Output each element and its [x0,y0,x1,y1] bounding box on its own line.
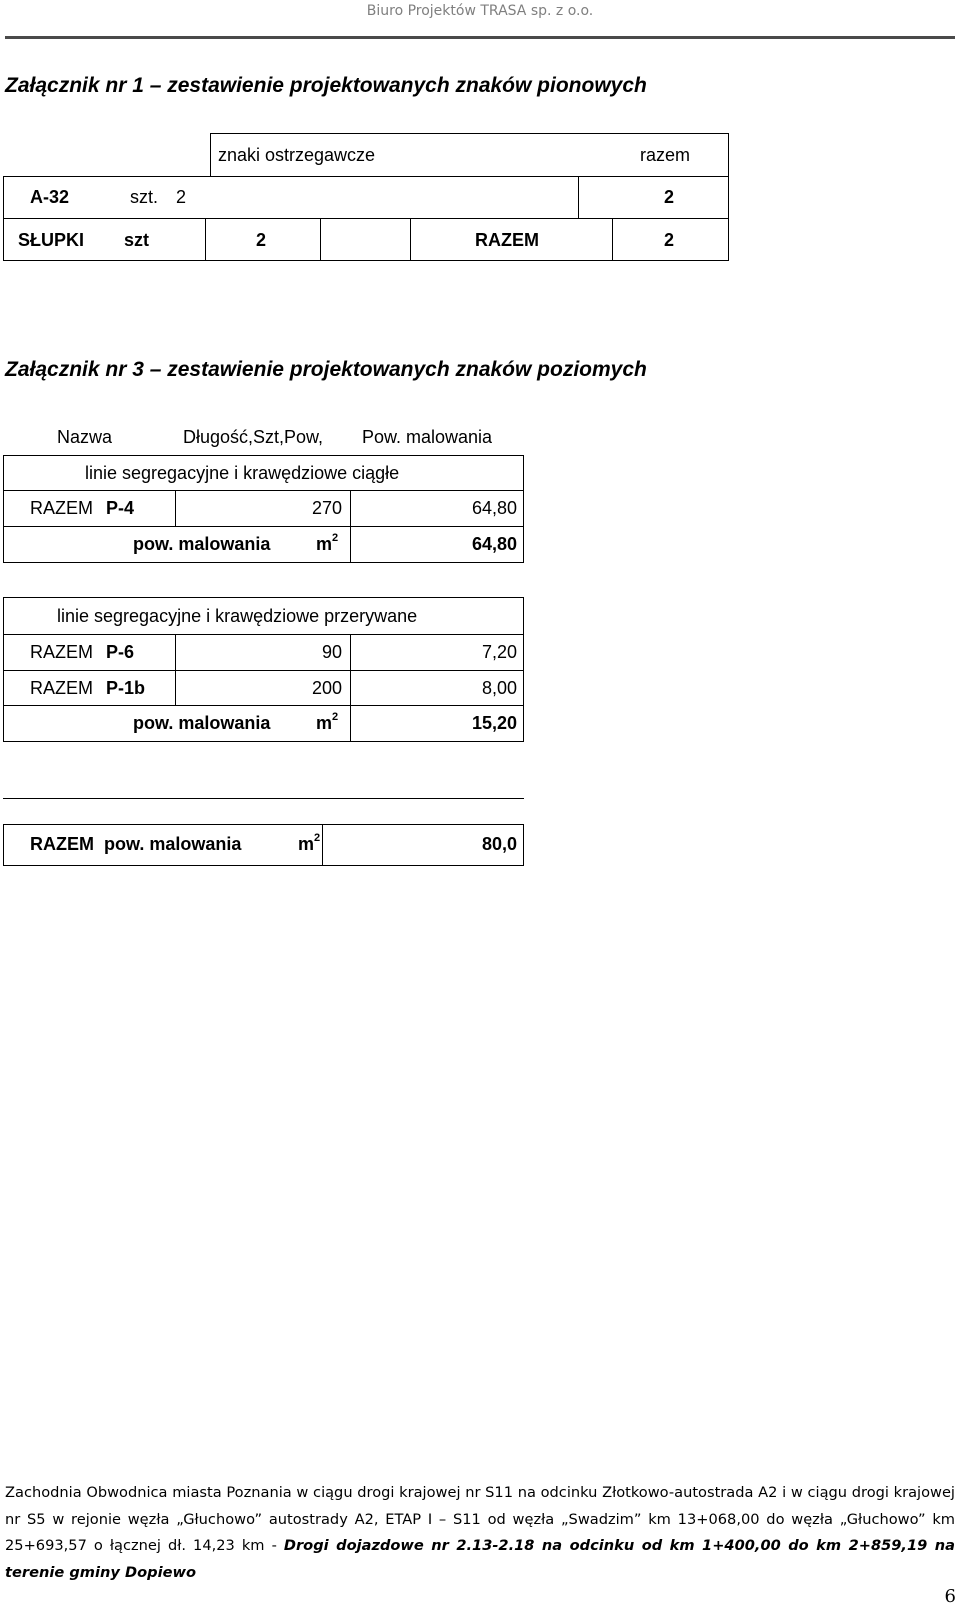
group1-label: linie segregacyjne i krawędziowe ciągłe [85,463,400,483]
cell-divider [320,218,321,260]
sign-code: A-32 [30,187,70,207]
table-row-posts [3,218,729,261]
subtotal-unit: $m^2$ [316,532,339,554]
cell-divider [350,705,351,741]
sign-total: 2 [664,187,675,207]
subtotal-value: 64,80 [471,534,517,554]
row-area: 7,20 [481,642,517,662]
row-area: 64,80 [471,498,517,518]
section3-title: Załącznik nr 3 – zestawienie projektowanych znaków poziomych [5,358,647,381]
document-footer [5,1480,955,1586]
subtotal-label: pow. malowania [133,534,271,554]
posts-label: SŁUPKI [18,230,85,250]
sign-unit: szt. [130,187,159,207]
cell-divider [175,634,176,670]
grand-total-unit: $m^2$ [298,832,321,854]
cell-divider [205,218,206,260]
sign-qty: 2 [176,187,187,207]
posts-razem-label: RAZEM [475,230,539,250]
row-length: 270 [311,498,342,518]
subtotal-value: 15,20 [471,713,517,733]
row-prefix: RAZEM [30,642,93,662]
posts-total: 2 [664,230,675,250]
footer-project-text: Zachodnia Obwodnica miasta Poznania w ciągu drogi krajowej nr S11 na odcinku Złotkowo-autostrada A2 i w ciągu drogi krajowej nr S5 w rejonie węzła „Głuchowo” autostrady A2, ETAP I – S11 od węzła „Swadzim” km 13+068,00 do węzła „Głuchowo” km 25+693,57 o łącznej dł. 14,23 km - [5,1484,955,1554]
grand-total-label: RAZEM pow. malowania [30,834,242,854]
posts-qty: 2 [256,230,267,250]
separator-line [3,798,524,799]
cell-divider [175,490,176,526]
footer-scope-text: Drogi dojazdowe nr 2.13-2.18 na odcinku od km 1+400,00 do km 2+859,19 na terenie gminy Dopiewo [5,1537,955,1581]
page-number: 6 [944,1586,956,1607]
subtotal-label: pow. malowania [133,713,271,733]
cell-divider [350,490,351,526]
cell-divider [175,670,176,705]
cell-divider [578,176,579,218]
col-heading-area: Pow. malowania [362,427,493,447]
col-heading-name: Nazwa [57,427,113,447]
row-length: 200 [311,678,342,698]
col-heading-razem: razem [640,145,691,165]
cell-divider [322,824,323,865]
cell-divider [350,634,351,670]
cell-divider [410,218,411,260]
document-header: Biuro Projektów TRASA sp. z o.o. [366,3,594,19]
cell-divider [350,526,351,562]
row-code: P-4 [106,498,135,518]
col-heading-length: Długość,Szt,Pow, [183,427,324,447]
col-heading-warning-signs: znaki ostrzegawcze [218,145,376,165]
posts-unit: szt [124,230,150,250]
grand-total-value: 80,0 [481,834,517,854]
cell-divider [612,218,613,260]
section1-title: Załącznik nr 1 – zestawienie projektowanych znaków pionowych [5,74,647,97]
cell-divider [350,670,351,705]
subtotal-unit: $m^2$ [316,711,339,733]
header-rule [5,36,955,39]
row-code: P-1b [106,678,146,698]
row-area: 8,00 [481,678,517,698]
row-prefix: RAZEM [30,498,93,518]
group2-label: linie segregacyjne i krawędziowe przerywane [57,606,418,626]
table-row-sign [3,176,729,219]
row-code: P-6 [106,642,135,662]
row-length: 90 [321,642,342,662]
row-prefix: RAZEM [30,678,93,698]
